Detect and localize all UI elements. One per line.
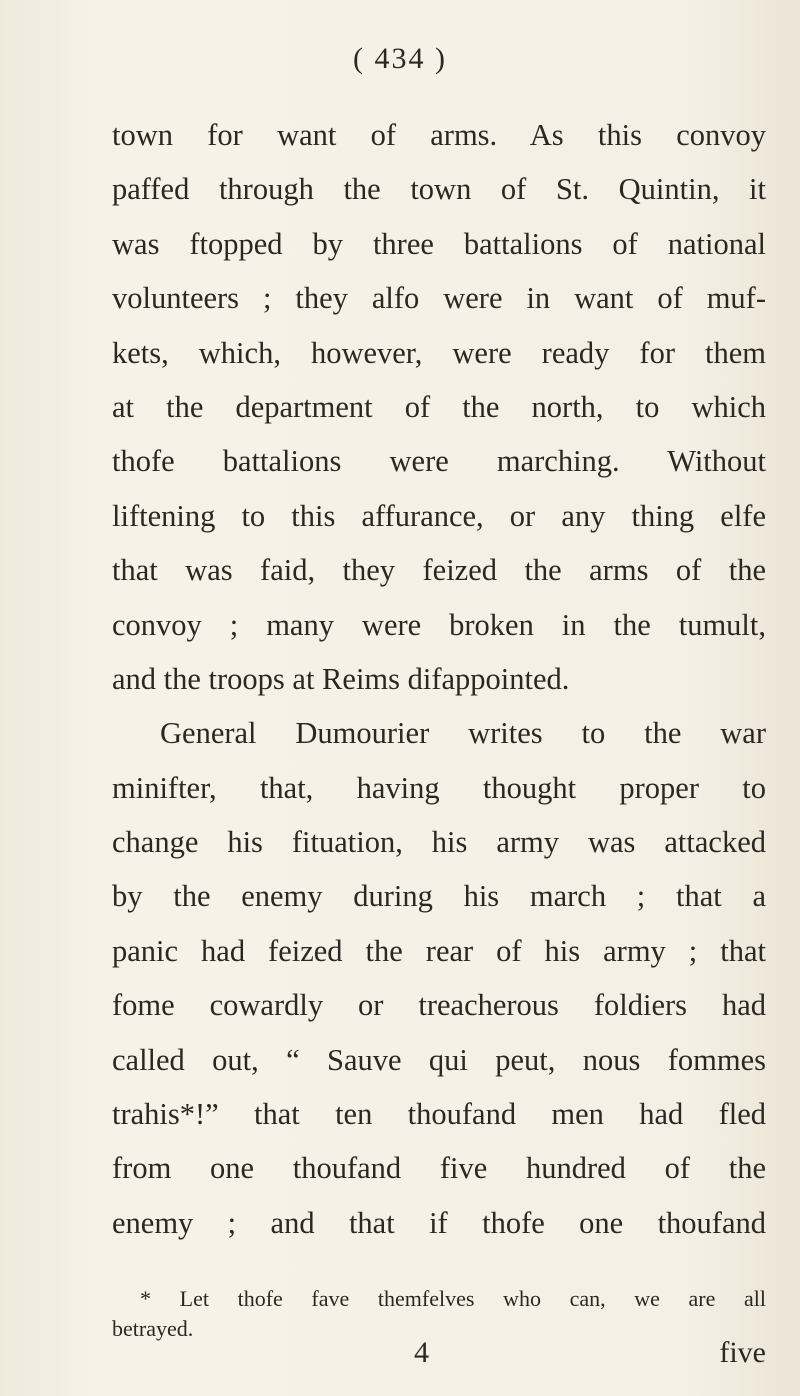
text-line: enemy ; and that if thofe one thoufand [112,1205,766,1240]
text-line: volunteers ; they alfo were in want of muf- [112,281,766,316]
text-line: called out, “ Sauve qui peut, nous fommes [112,1042,766,1077]
text-line: town for want of arms. As this convoy [112,118,766,152]
page-footer [112,1336,766,1376]
text-line: change his fituation, his army was attacked [112,825,766,860]
footnote-line: * Let thofe fave themfelves who can, we are all [140,1286,766,1311]
text-line: was ftopped by three battalions of national [112,226,766,261]
text-line: convoy ; many were broken in the tumult, [112,607,766,642]
footnote-line: betrayed. [112,1316,194,1341]
body-text [112,108,766,1250]
text-line: by the enemy during his march ; that a [112,879,766,914]
text-line: paffed through the town of St. Quintin, it [112,172,766,207]
text-line: trahis*!” that ten thoufand men had fled [112,1097,766,1132]
text-line: minifter, that, having thought proper to [112,770,766,805]
text-line: liftening to this affurance, or any thing elfe [112,498,766,533]
text-line: General Dumourier writes to the war [160,716,766,751]
signature-mark: 4 [414,1336,429,1369]
text-line: panic had feized the rear of his army ; that [112,933,766,968]
text-line: from one thoufand five hundred of the [112,1151,766,1186]
text-line: fome cowardly or treacherous foldiers had [112,988,766,1023]
text-line: and the troops at Reims difappointed. [112,661,570,696]
text-line: thofe battalions were marching. Without [112,444,766,479]
footnote [112,1284,766,1344]
text-line: at the department of the north, to which [112,389,766,424]
text-line: kets, which, however, were ready for them [112,335,766,370]
text-line: that was faid, they feized the arms of the [112,553,766,588]
page-header: ( 434 ) [353,42,447,75]
catchword: five [719,1336,766,1369]
